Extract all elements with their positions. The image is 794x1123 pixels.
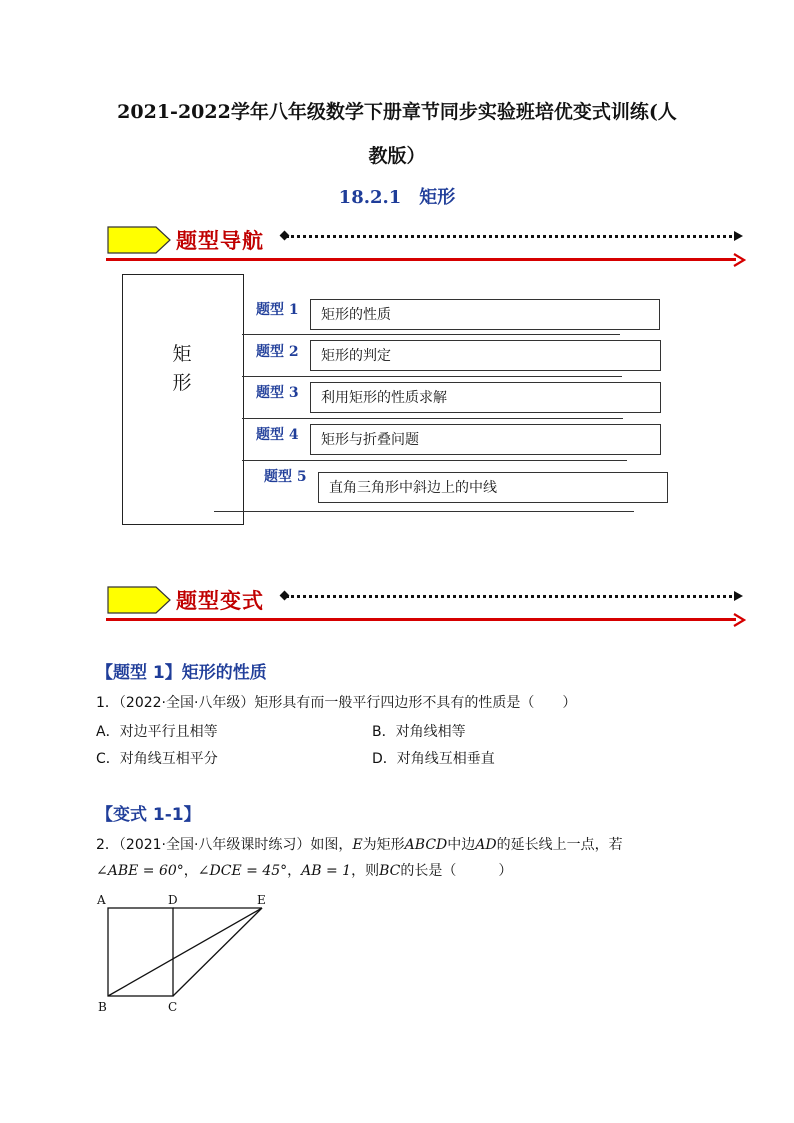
nav-rule <box>214 511 634 512</box>
nav-topic-box <box>122 274 244 525</box>
segment-be <box>108 908 262 996</box>
vertex-label-e: E <box>257 893 266 907</box>
question-2-line-1: 2．（2021·全国·八年级课时练习）如图，E为矩形ABCD中边AD的延长线上一点，若 <box>96 837 623 853</box>
banner-variants <box>106 585 746 631</box>
type-heading-1: 【题型 1】矩形的性质 <box>96 663 267 683</box>
dotted-line <box>286 235 738 238</box>
document-title-line-1: 2021-2022学年八年级数学下册章节同步实验班培优变式训练(人 <box>117 101 677 123</box>
red-arrow-icon <box>732 253 746 267</box>
nav-item-3: 利用矩形的性质求解 <box>310 382 661 413</box>
vertex-label-a: A <box>97 893 106 907</box>
vertex-label-c: C <box>168 1000 178 1014</box>
variant-heading-1-1: 【变式 1-1】 <box>96 805 201 825</box>
question-1-stem: 1．（2022·全国·八年级）矩形具有而一般平行四边形不具有的性质是（ ） <box>96 695 577 711</box>
banner-label: 题型导航 <box>176 229 264 253</box>
banner-label: 题型变式 <box>176 589 264 613</box>
dotted-line <box>286 595 738 598</box>
question-2-line-2: ∠ABE = 60°，∠DCE = 45°，AB = 1，则BC的长是（ ） <box>96 863 513 879</box>
section-title: 18.2.1 矩形 <box>338 187 456 208</box>
segment-ce <box>173 908 262 996</box>
nav-rule <box>242 418 623 419</box>
arrow-right-icon <box>734 231 743 241</box>
nav-rule <box>242 334 620 335</box>
vertex-label-b: B <box>98 1000 107 1014</box>
vertex-label-d: D <box>168 893 178 907</box>
rectangle-abcd <box>108 908 173 996</box>
arrow-right-icon <box>734 591 743 601</box>
nav-type-label-5: 题型 5 <box>264 469 307 485</box>
nav-rule <box>242 460 627 461</box>
document-title-line-2: 教版） <box>368 145 426 167</box>
question-1-option-a: A．对边平行且相等 <box>96 724 218 740</box>
question-1-option-b: B．对角线相等 <box>372 724 466 740</box>
nav-topic-label: 矩 形 <box>172 343 192 394</box>
nav-type-label-1: 题型 1 <box>256 302 299 318</box>
nav-item-1: 矩形的性质 <box>310 299 660 330</box>
nav-item-5: 直角三角形中斜边上的中线 <box>318 472 668 503</box>
nav-item-4: 矩形与折叠问题 <box>310 424 661 455</box>
yellow-tag-icon <box>106 585 174 615</box>
red-rule <box>106 258 736 261</box>
banner-navigation <box>106 225 746 271</box>
nav-type-label-3: 题型 3 <box>256 385 299 401</box>
nav-item-2: 矩形的判定 <box>310 340 661 371</box>
nav-type-label-2: 题型 2 <box>256 344 299 360</box>
rectangle-figure <box>90 888 280 1018</box>
nav-rule <box>242 376 622 377</box>
question-1-option-c: C．对角线互相平分 <box>96 751 218 767</box>
question-1-option-d: D．对角线互相垂直 <box>372 751 495 767</box>
red-arrow-icon <box>732 613 746 627</box>
yellow-tag-icon <box>106 225 174 255</box>
red-rule <box>106 618 736 621</box>
nav-type-label-4: 题型 4 <box>256 427 299 443</box>
